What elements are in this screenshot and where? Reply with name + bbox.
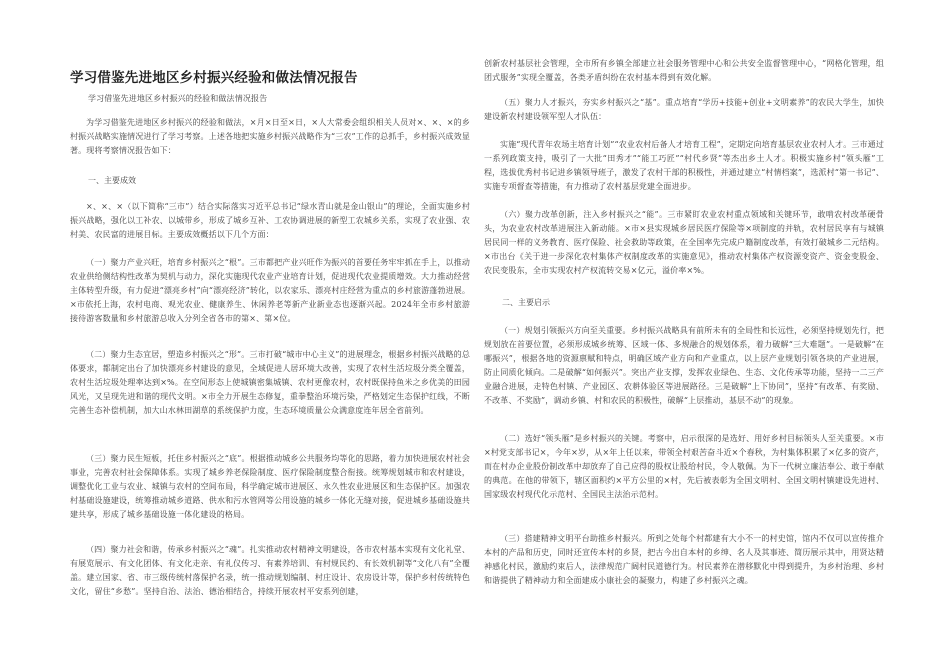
insight-paragraph-leader: （二）选好“领头雁”是乡村振兴的关键。考察中，启示很深的是选好、用好乡村目标领头人至关重要。×市×村党支部书记×，今年×岁，从×年上任以来，带领全村艰苦奋斗近×个春秋，为村集体积累了×亿多的资产，而在村办企业股份制改革中却放弃了自己应得的股权让股给村民，令人敬佩。为下一代树立廉洁奉公、敢于奉献的典范。在他的带领下，辖区面积约×平方公里的×村，先后被表彰为全国文明村、全国文明村镇建设先进村、国家级农村现代化示范村、全国民主法治示范村。 bbox=[484, 434, 884, 499]
section-heading-achievements: 一、主要成效 bbox=[88, 176, 136, 185]
talent-detail-paragraph: 实施“现代青年农场主培育计划”“农业农村后备人才培育工程”，定期定向培育基层农业农村人才。三市通过一系列政策支持，吸引了一大批“田秀才”“能工巧匠”“村代乡贤”等杰出乡土人才。积极实施乡村“领头雁”工程，选拔优秀村书记进乡镇领导班子，激发了农村干部的积极性，并通过建立“村情档案”，选派村“第一书记”、实施专项督查等措施，有力推动了农村基层党建全面进步。 bbox=[484, 140, 885, 191]
achievements-intro-paragraph: ×、×、×（以下简称“三市”）结合实际落实习近平总书记“绿水青山就是金山银山”的理论，全面实施乡村振兴战略，强化以工补农、以城带乡，形成了城乡互补、工农协调进展的新型工农城乡关系，实现了农业强、农村美、农民富的进展目标。主要成效概括以下几个方面： bbox=[70, 202, 470, 239]
achievement-paragraph-talent: （五）聚力人才振兴，夯实乡村振兴之“基”。重点培育“学历+技能+创业+文明素养”的农民大学生，加快建设新农村建设领军型人才队伍： bbox=[484, 98, 884, 121]
achievement-paragraph-industry: （一）聚力产业兴旺，培育乡村振兴之“根”。三市都把产业兴旺作为振兴的首要任务牢牢抓在手上，以推动农业供给侧结构性改革为契机与动力，深化实施现代农业产业培育计划，促进现代农业提质增效。大力推动经营主体转型升级，有力促进“漂亮乡村”向“漂亮经济”转化，以农家乐、漂亮村庄经营为重点的乡村旅游蓬勃进展。×市依托上海，农村电商、观光农业、健康养生、休闲养老等新产业新业态也逐渐兴起。2024年全市乡村旅游接待游客数量和乡村旅游总收入分列全省各市的第×、第×位。 bbox=[70, 258, 471, 323]
insight-paragraph-civilization: （三）搭建精神文明平台助推乡村振兴。所到之处每个村都建有大小不一的村史馆，馆内不仅可以宣传推介本村的产品和历史，同时还宣传本村的乡贤，把古今出自本村的乡绅、名人及其事迹、简历展示其中，用贤达精神感化村民，激励约束后人，法律规范广阔村民道德行为。村民素养在潜移默化中得到提升，为乡村治理、乡村和谐提供了精神动力和全面建成小康社会的凝聚力，构建了乡村振兴之魂。 bbox=[484, 534, 884, 585]
section-heading-insights: 二、主要启示 bbox=[502, 298, 550, 307]
achievement-paragraph-livelihood: （三）聚力民生短板，托住乡村振兴之“底”。根据推动城乡公共服务均等化的思路，着力加快进展农村社会事业，完善农村社会保障体系。实现了城乡养老保险制度、医疗保险制度整合衔接。统筹规划城市和农村建设，调整优化工业与农业、城镇与农村的空间布局，科学确定城市进展区、永久性农业进展区和生态保护区。加强农村基础设施建设，统筹推动城乡道路、供水和污水管网等公用设施的城乡一体化无缝对接，促进城乡基础设施共建共享，形成了城乡基础设施一体化建设的格局。 bbox=[70, 454, 470, 519]
intro-paragraph: 为学习借鉴先进地区乡村振兴的经验和做法，×月×日至×日，×人大常委会组织相关人员对×、×、×的乡村振兴战略实施情况进行了学习考察。上述各地把实施乡村振兴战略作为“三农”工作的总抓手，乡村振兴成效显著。现将考察情况报告如下： bbox=[70, 118, 470, 155]
continued-paragraph-governance: 创新农村基层社会管理，全市所有乡镇全部建立社会服务管理中心和公共安全监督管理中心，“网格化管理，组团式服务”实现全覆盖，各类矛盾纠纷在农村基本得到有效化解。 bbox=[484, 59, 884, 82]
achievement-paragraph-culture: （四）聚力社会和谐，传承乡村振兴之“魂”。扎实推动农村精神文明建设，各市农村基本实现有文化礼堂、有展览展示、有文化团体、有文化走亲、有礼仪传习、有素养培训、有村规民约、有长效机制等“文化八有”全覆盖。建立国家、省、市三级传统村落保护名录，统一推动规划编制、村庄设计、农房设计等，保护乡村传统特色文化，留住“乡愁”。坚持自治、法治、德治相结合，持续开展农村平安系列创建， bbox=[70, 545, 470, 596]
achievement-paragraph-ecology: （二）聚力生态宜居，塑造乡村振兴之“形”。三市打破“城市中心主义”的进展理念，根据乡村振兴战略的总体要求，都制定出台了加快漂亮乡村建设的意见，全域促进人居环境大改善，实现了农村生活垃圾分类全覆盖，农村生活垃圾处理率达到×%。在空间形态上使城镇密集城镇、农村更像农村，农村既保持鱼米之乡优美的田园风光，又呈现先进和谐的现代文明。×市全力开展生态修复，重拳整治环境污染，严格划定生态保护红线，不断完善生态补偿机制，加大山水林田湖草的系统保护力度，生态环境质量公众满意度连年居全省前列。 bbox=[70, 350, 470, 415]
document-subtitle: 学习借鉴先进地区乡村振兴的经验和做法情况报告 bbox=[88, 94, 268, 103]
achievement-paragraph-reform: （六）聚力改革创新，注入乡村振兴之“能”。三市紧盯农业农村重点领域和关键环节，敢啃农村改革硬骨头，为农业农村改革进展注入新动能。×市×县实现城乡居民医疗保险等×项制度的并轨，农村居民享有与城镇居民同一样的义务教育、医疗保险、社会救助等政策，在全国率先完成户籍制度改革，有效打破城乡二元结构。×市出台《关于进一步深化农村集体产权制度改革的实施意见》，推动农村集体产权资源变资产、资金变股金、农民变股东，全市实现农村产权流转交易×亿元，溢价率×%。 bbox=[484, 210, 884, 275]
document-title: 学习借鉴先进地区乡村振兴经验和做法情况报告 bbox=[70, 70, 358, 86]
insight-paragraph-planning: （一）规划引领振兴方向至关重要。乡村振兴战略具有前所未有的全局性和长远性，必须坚持规划先行，把规划放在首要位置，必须形成城乡统筹、区域一体、多规融合的规划体系，着力破解“三大难题”。一是破解“在哪振兴”，根据各地的资源禀赋和特点，明确区域产业方向和产业重点，以上层产业规划引领各块的产业进展，防止同质化倾向。二是破解“如何振兴”。突出产业支撑，发挥农业绿色、生态、文化传承等功能，坚持一二三产业融合进展，走特色村镇、产业园区、农耕体验区等进展路径。三是破解“上下协同”，坚持“有改革、有奖励、不改革、不奖励”，调动乡镇、村和农民的积极性，破解“上层推动，基层不动”的现象。 bbox=[484, 326, 884, 405]
